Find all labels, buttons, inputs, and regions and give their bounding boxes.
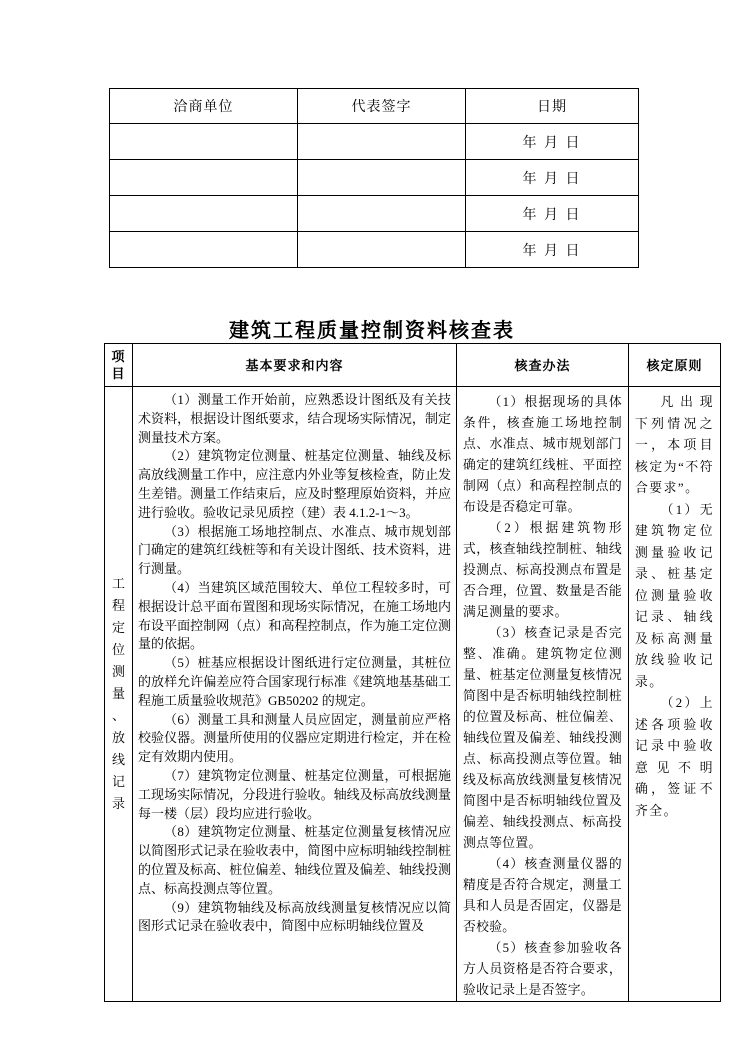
signature-row xyxy=(110,160,639,196)
method-paragraph: （3）核查记录是否完整、准确。建筑物定位测量、桩基定位测量复核情况简图中是否标明轴线控制桩的位置及标高、桩位偏差、轴线位置及偏差、轴线投测点、标高投测点等位置。轴线及标高放线测量复核情况简图中是否标明轴线位置及偏差、轴线投测点、标高投测点等位置。 xyxy=(463,626,622,850)
date-cell: 年 月 日 xyxy=(466,124,639,160)
method-paragraph: （4）核查测量仪器的精度是否符合规定，测量工具和人员是否固定，仪器是否校验。 xyxy=(463,857,622,934)
requirement-paragraph: （6）测量工具和测量人员应固定，测量前应严格校验仪器。测量所使用的仪器应定期进行检定，并在检定有效期内使用。 xyxy=(138,711,451,765)
signature-row xyxy=(110,196,639,232)
header-requirements: 基本要求和内容 xyxy=(133,344,457,387)
requirement-paragraph: （1）测量工作开始前，应熟悉设计图纸及有关技术资料，根据设计图纸要求，结合现场实际情况，制定测量技术方案。 xyxy=(138,392,451,445)
check-table-header-row xyxy=(105,344,721,387)
check-table-body-row xyxy=(105,387,721,1002)
check-table xyxy=(104,343,721,1002)
requirement-paragraph: （8）建筑物定位测量、桩基定位测量复核情况应以简图形式记录在验收表中，简图中应标明轴线控制桩的位置及标高、桩位偏差、轴线位置及偏差、轴线投测点、标高投测点等位置。 xyxy=(138,824,451,896)
signature-table xyxy=(109,88,639,268)
requirement-paragraph: （3）根据施工场地控制点、水准点、城市规划部门确定的建筑红线桩等和有关设计图纸、技术资料，进行测量。 xyxy=(138,523,451,577)
signature-cell xyxy=(298,232,466,268)
header-unit: 洽商单位 xyxy=(110,89,298,124)
requirement-paragraph: （2）建筑物定位测量、桩基定位测量、轴线及标高放线测量工作中，应注意内外业等复核检查，防止发生差错。测量工作结束后，应及时整理原始资料，并应进行验收。验收记录见质控（建）表 4.1.2-1～3。 xyxy=(138,448,451,520)
date-cell: 年 月 日 xyxy=(466,196,639,232)
requirement-paragraph: （7）建筑物定位测量、桩基定位测量，可根据施工现场实际情况，分段进行验收。轴线及标高放线测量每一楼（层）段均应进行验收。 xyxy=(138,767,451,821)
principle-paragraph: （2）上述各项验收记录中验收意见不明确，签证不齐全。 xyxy=(635,696,714,818)
date-cell: 年 月 日 xyxy=(466,160,639,196)
unit-cell xyxy=(110,196,298,232)
page-title: 建筑工程质量控制资料核查表 xyxy=(229,320,515,342)
header-method: 核查办法 xyxy=(457,344,629,387)
item-cell xyxy=(105,387,133,1002)
principle-paragraph: （1）无建筑物定位测量验收记录、桩基定位测量验收记录、轴线及标高测量放线验收记录。 xyxy=(635,502,714,689)
signature-cell xyxy=(298,124,466,160)
signature-row xyxy=(110,232,639,268)
header-principle: 核定原则 xyxy=(629,344,721,387)
method-cell xyxy=(457,387,629,1002)
unit-cell xyxy=(110,232,298,268)
requirement-paragraph: （4）当建筑区域范围较大、单位工程较多时，可根据设计总平面布置图和现场实际情况，在施工场地内布设平面控制网（点）和高程控制点，作为施工定位测量的依据。 xyxy=(138,579,451,652)
method-paragraph: （1）根据现场的具体条件，核查施工场地控制点、水准点、城市规划部门确定的建筑红线桩、平面控制网（点）和高程控制点的布设是否稳定可靠。 xyxy=(463,395,622,514)
requirements-cell xyxy=(133,387,457,1002)
method-paragraph: （5）核查参加验收各方人员资格是否符合要求，验收记录上是否签字。 xyxy=(463,941,622,997)
signature-table-header-row xyxy=(110,89,639,124)
principle-cell xyxy=(629,387,721,1002)
date-cell: 年 月 日 xyxy=(466,232,639,268)
signature-cell xyxy=(298,160,466,196)
requirement-paragraph: （9）建筑物轴线及标高放线测量复核情况应以简图形式记录在验收表中，简图中应标明轴线位置及 xyxy=(138,899,451,934)
header-date: 日期 xyxy=(466,89,639,124)
header-signature: 代表签字 xyxy=(298,89,466,124)
requirement-paragraph: （5）桩基应根据设计图纸进行定位测量，其桩位的放样允许偏差应符合国家现行标准《建筑地基基础工程施工质量验收规范》GB50202 的规定。 xyxy=(138,655,451,708)
principle-paragraph: 凡出现下列情况之一，本项目核定为“不符合要求”。 xyxy=(635,395,714,495)
unit-cell xyxy=(110,160,298,196)
item-vertical-label: 工程定位测量、放线记录 xyxy=(111,576,125,811)
method-paragraph: （2）根据建筑物形式，核查轴线控制桩、轴线投测点、标高投测点布置是否合理，位置、数量是否能满足测量的要求。 xyxy=(463,521,622,619)
signature-row xyxy=(110,124,639,160)
signature-cell xyxy=(298,196,466,232)
unit-cell xyxy=(110,124,298,160)
header-item: 项目 xyxy=(105,344,133,387)
